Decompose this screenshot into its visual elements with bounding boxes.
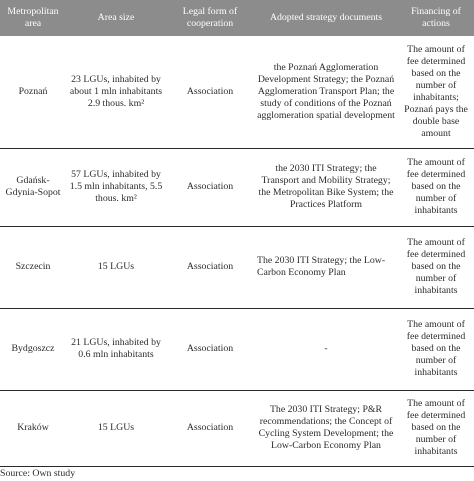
table-row [0,36,474,148]
cell-financing: The amount of fee determined based on the number of inhabitants [406,398,466,457]
cell-legal-form: Association [186,85,234,97]
cell-metropolitan-area: Poznań [18,85,48,97]
cell-metropolitan-area: Gdańsk-Gdynia-Sopot [5,175,61,198]
header-area-size: Area size [97,12,135,24]
cell-area-size: 15 LGUs [97,261,135,273]
header-legal-form: Legal form of cooperation [182,6,238,29]
header-row [0,0,474,36]
cell-financing: The amount of fee determined based on the number of inhabitants [406,237,466,296]
cell-metropolitan-area: Bydgoszcz [11,343,55,355]
table-row [0,390,474,466]
cell-strategy-documents: the Poznań Agglomeration Development Strategy; the Poznań Agglomeration Transport Plan; the study of conditions of the Poznań agglomeration spatial development [257,61,395,121]
cell-legal-form: Association [186,181,234,193]
cell-legal-form: Association [186,343,234,355]
table-header [0,0,474,36]
cell-metropolitan-area: Szczecin [15,261,51,273]
table-row [0,226,474,308]
cell-legal-form: Association [186,261,234,273]
cell-financing: The amount of fee determined based on the number of inhabitants [406,157,466,216]
cell-area-size: 21 LGUs, inhabited by 0.6 mln inhabitants [71,337,161,360]
cell-area-size: 57 LGUs, inhabited by 1.5 mln inhabitants, 5.5 thous. km² [69,169,163,204]
table-row [0,308,474,390]
cell-financing: The amount of fee determined based on the number of inhabitants; Poznań pays the double base amount [404,44,468,139]
source-note: Source: Own study [0,468,76,479]
cell-strategy-documents: The 2030 ITI Strategy; P&R recommendations; the Concept of Cycling System Development; the Low-Carbon Economy Plan [258,404,394,451]
cell-strategy-documents: The 2030 ITI Strategy; the Low-Carbon Economy Plan [257,255,386,278]
cell-legal-form: Association [186,422,234,434]
header-financing: Financing of actions [411,6,461,29]
table-body [0,36,474,466]
header-metropolitan-area: Metropolitan area [7,6,59,29]
cell-strategy-documents: the 2030 ITI Strategy; the Transport and Mobility Strategy; the Metropolitan Bike System; the Practices Platform [258,163,394,210]
cell-financing: The amount of fee determined based on the number of inhabitants [406,319,466,378]
cell-strategy-documents: - [324,343,328,355]
table-row [0,148,474,226]
cell-metropolitan-area: Kraków [17,422,49,434]
cell-area-size: 15 LGUs [97,422,135,434]
header-strategy-documents: Adopted strategy documents [269,12,383,24]
cell-area-size: 23 LGUs, inhabited by about 1 mln inhabitants 2.9 thous. km² [69,73,163,109]
